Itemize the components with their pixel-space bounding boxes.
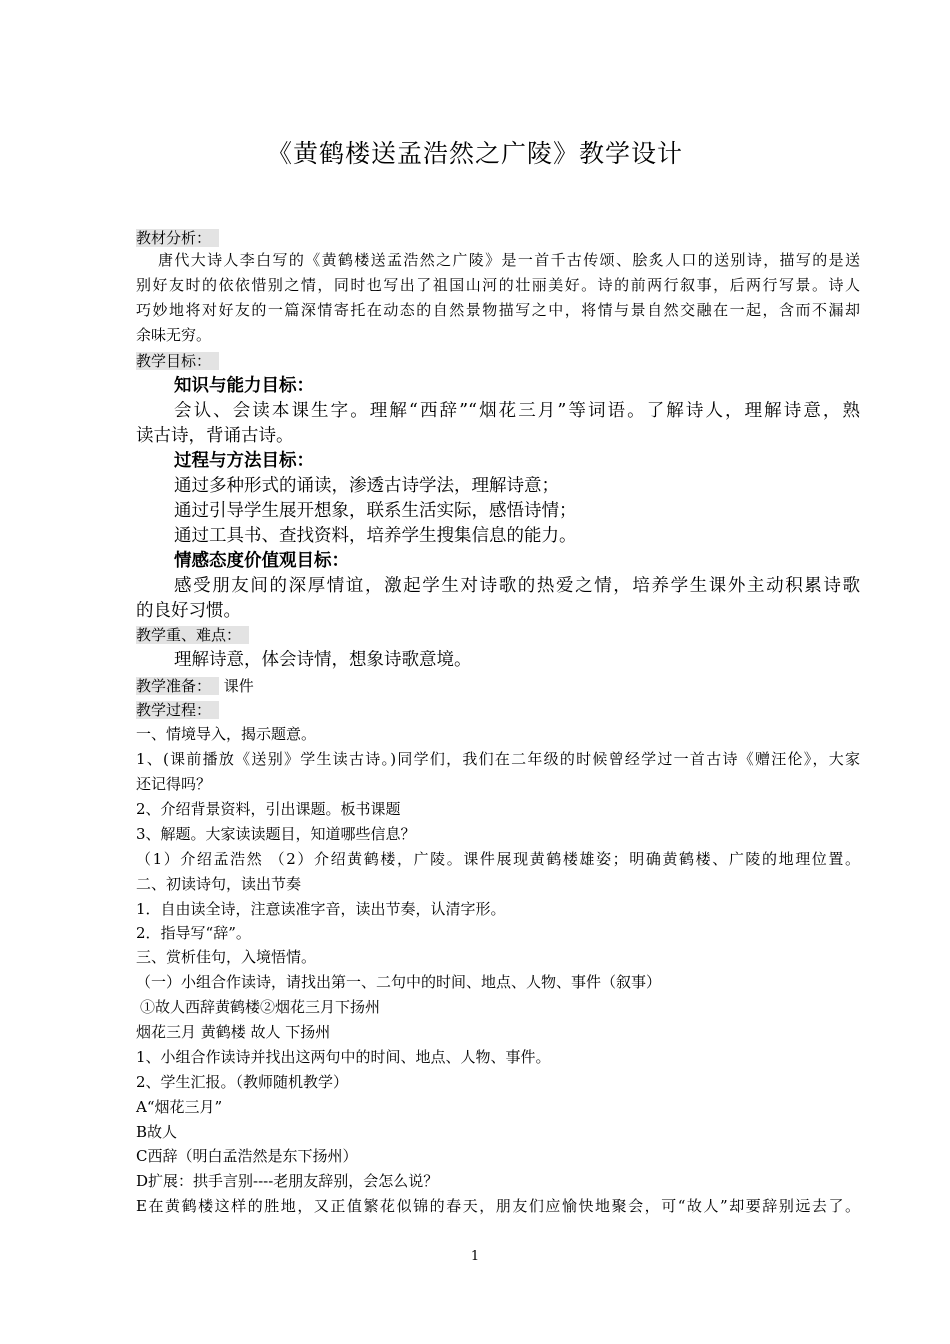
goal-line: 读古诗，背诵古诗。 bbox=[136, 426, 294, 446]
goal-line: 通过引导学生展开想象，联系生活实际，感悟诗情； bbox=[174, 501, 577, 521]
section-heading-preparation bbox=[136, 675, 254, 697]
goal-line: 的良好习惯。 bbox=[136, 601, 241, 621]
paragraph-line: 余味无穷。 bbox=[136, 326, 212, 344]
process-line: 2、介绍背景资料，引出课题。板书课题 bbox=[136, 800, 401, 818]
process-line: 一、情境导入，揭示题意。 bbox=[136, 725, 317, 743]
process-line: A“烟花三月” bbox=[136, 1098, 223, 1116]
goal-line: 感受朋友间的深厚情谊，激起学生对诗歌的热爱之情，培养学生课外主动积累诗歌 bbox=[174, 576, 860, 596]
process-line: 2、学生汇报。（教师随机教学） bbox=[136, 1073, 349, 1091]
process-line: 三、赏析佳句，入境悟情。 bbox=[136, 948, 317, 966]
process-line: 1、小组合作读诗并找出这两句中的时间、地点、人物、事件。 bbox=[136, 1048, 551, 1066]
key-points-text: 理解诗意，体会诗情，想象诗歌意境。 bbox=[174, 650, 472, 670]
paragraph-line: 别好友时的依依惜别之情，同时也写出了祖国山河的壮丽美好。诗的前两行叙事，后两行写景。诗人 bbox=[136, 276, 860, 294]
process-line: E在黄鹤楼这样的胜地，又正值繁花似锦的春天，朋友们应愉快地聚会，可“故人”却要辞别远去了。 bbox=[136, 1197, 860, 1215]
process-line: ①故人西辞黄鹤楼②烟花三月下扬州 bbox=[140, 998, 381, 1016]
process-line: 1、(课前播放《送别》学生读古诗。)同学们，我们在二年级的时候曾经学过一首古诗《赠汪伦》，大家 bbox=[136, 750, 860, 768]
goal-line: 会认、会读本课生字。理解“西辞”“烟花三月”等词语。了解诗人，理解诗意，熟 bbox=[174, 401, 860, 421]
paragraph-line: 唐代大诗人李白写的《黄鹤楼送孟浩然之广陵》是一首千古传颂、脍炙人口的送别诗，描写的是送 bbox=[158, 251, 860, 269]
process-goal-title: 过程与方法目标： bbox=[174, 451, 314, 471]
process-heading: 教学过程： bbox=[136, 701, 219, 719]
emotion-goal-title: 情感态度价值观目标： bbox=[174, 551, 349, 571]
process-line: C西辞（明白孟浩然是东下扬州） bbox=[136, 1147, 358, 1165]
page-title: 《黄鹤楼送孟浩然之广陵》教学设计 bbox=[266, 139, 683, 168]
page-number: 1 bbox=[470, 1249, 480, 1264]
goal-line: 通过工具书、查找资料，培养学生搜集信息的能力。 bbox=[174, 526, 577, 546]
process-line: 1．自由读全诗，注意读准字音，读出节奏，认清字形。 bbox=[136, 900, 506, 918]
process-line: 3、解题。大家读读题目，知道哪些信息？ bbox=[136, 825, 416, 843]
paragraph-line: 巧妙地将对好友的一篇深情寄托在动态的自然景物描写之中，将情与景自然交融在一起，含而不漏却 bbox=[136, 301, 860, 319]
section-heading-analysis bbox=[136, 227, 219, 249]
section-heading-process bbox=[136, 699, 219, 721]
process-line: 还记得吗？ bbox=[136, 775, 212, 793]
preparation-value: 课件 bbox=[223, 677, 254, 695]
preparation-heading: 教学准备： bbox=[136, 677, 219, 695]
knowledge-goal-title: 知识与能力目标： bbox=[174, 376, 314, 396]
process-line: D扩展：拱手言别----老朋友辞别，会怎么说？ bbox=[136, 1172, 439, 1190]
process-line: 二、初读诗句，读出节奏 bbox=[136, 875, 302, 893]
process-line: B故人 bbox=[136, 1123, 178, 1141]
process-line: （1）介绍孟浩然 （2）介绍黄鹤楼，广陵。课件展现黄鹤楼雄姿；明确黄鹤楼、广陵的地理位置。 bbox=[136, 850, 860, 868]
goal-line: 通过多种形式的诵读，渗透古诗学法，理解诗意； bbox=[174, 476, 559, 496]
key-points-heading: 教学重、难点： bbox=[136, 626, 249, 644]
process-line: 2．指导写“辞”。 bbox=[136, 924, 251, 942]
goals-heading: 教学目标： bbox=[136, 352, 219, 370]
analysis-heading: 教材分析： bbox=[136, 229, 219, 247]
section-heading-goals bbox=[136, 350, 219, 372]
section-heading-key-points bbox=[136, 624, 249, 646]
process-line: 烟花三月 黄鹤楼 故人 下扬州 bbox=[136, 1023, 331, 1041]
process-line: （一）小组合作读诗，请找出第一、二句中的时间、地点、人物、事件（叙事） bbox=[136, 973, 662, 991]
